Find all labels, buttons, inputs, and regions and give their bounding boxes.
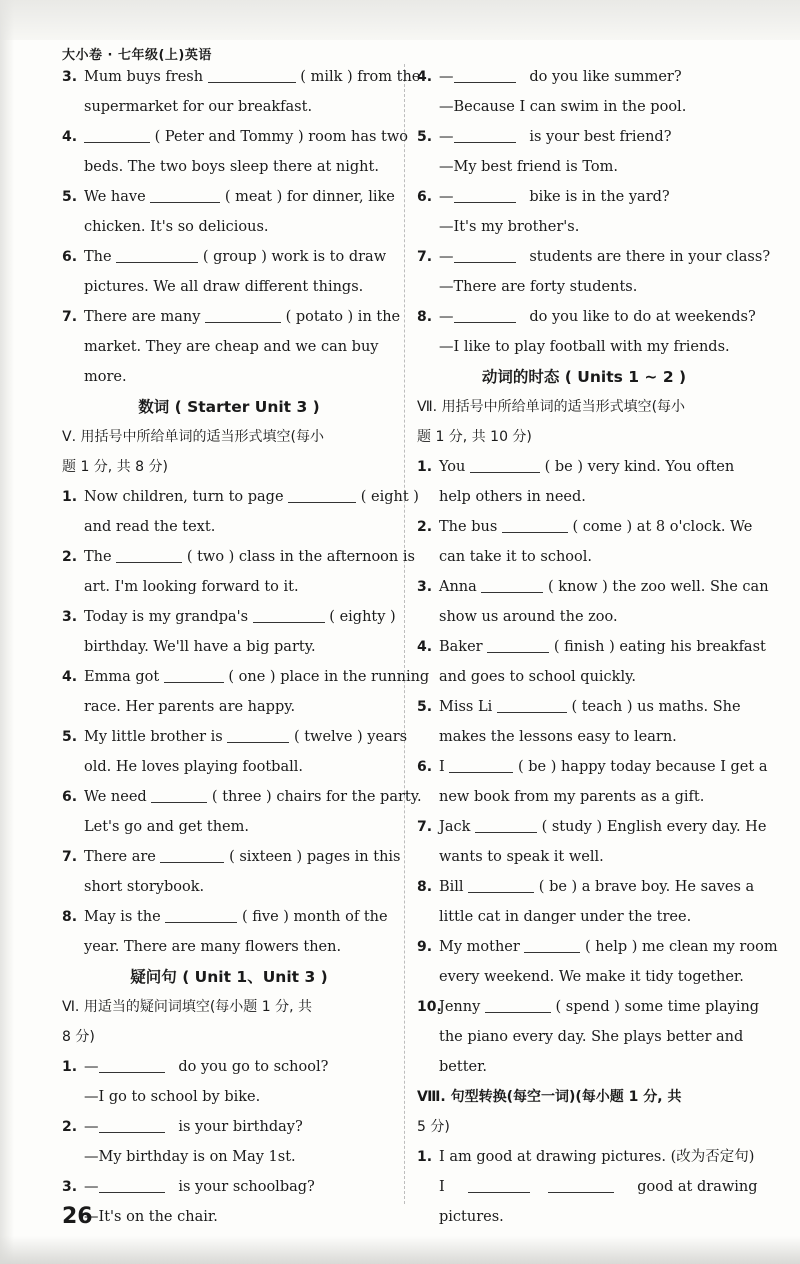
numerals-item-5 xyxy=(62,722,408,782)
questions-item-6: 6. — bike is in the yard? —It's my brother's. xyxy=(417,182,751,242)
item-answer-text: —Because I can swim in the pool. xyxy=(439,99,687,115)
item-text: The xyxy=(84,249,112,265)
item-text: Now children, turn to page xyxy=(84,489,284,505)
section-title-tenses: 动词的时态 ( Units 1 ~ 2 ) xyxy=(481,368,687,386)
item-answer-text: —There are forty students. xyxy=(439,279,638,295)
section-title-numerals: 数词 ( Starter Unit 3 ) xyxy=(138,398,320,416)
transform-item-1 xyxy=(417,1142,758,1232)
item-number: 1. xyxy=(417,459,433,475)
tenses-item-8 xyxy=(417,872,755,932)
answer-blank[interactable] xyxy=(99,1174,165,1193)
item-text: ( be ) a brave boy. He saves a xyxy=(538,879,755,895)
answer-blank[interactable] xyxy=(253,604,325,623)
tenses-item-4 xyxy=(417,632,766,692)
item-text: ( group ) work is to draw xyxy=(202,249,387,265)
section-instruction: Ⅷ. 句型转换(每空一词)(每小题 1 分, 共 xyxy=(417,1089,682,1105)
item-number: 4. xyxy=(62,669,78,685)
item-text: ( two ) class in the afternoon is xyxy=(186,549,415,565)
item-text: You xyxy=(439,459,466,475)
answer-blank[interactable] xyxy=(487,634,549,653)
questions-item-1: 1. — do you go to school? —I go to school by bike. xyxy=(62,1052,396,1112)
column-divider xyxy=(404,64,405,1204)
item-number: 8. xyxy=(417,309,433,325)
item-text: Anna xyxy=(439,579,477,595)
item-text: We have xyxy=(84,189,146,205)
answer-blank[interactable] xyxy=(454,304,516,323)
item-text: bike is in the yard? xyxy=(529,189,670,205)
item-text: ( be ) happy today because I get a xyxy=(517,759,768,775)
item-text: Bill xyxy=(439,879,464,895)
item-text: beds. The two boys sleep there at night. xyxy=(84,159,379,175)
answer-blank[interactable] xyxy=(150,184,220,203)
item-text: ( come ) at 8 o'clock. We xyxy=(572,519,753,535)
section-instruction: 8 分) xyxy=(62,1029,95,1045)
item-text: better. xyxy=(439,1059,488,1075)
item-text: My little brother is xyxy=(84,729,223,745)
item-text: Baker xyxy=(439,639,483,655)
item-number: 1. xyxy=(417,1149,433,1165)
item-text: is your best friend? xyxy=(529,129,672,145)
item-number: 5. xyxy=(417,129,433,145)
item-number: 5. xyxy=(62,189,78,205)
tenses-item-5 xyxy=(417,692,751,752)
answer-blank[interactable] xyxy=(502,514,568,533)
item-text: do you like summer? xyxy=(529,69,682,85)
item-answer-text: —It's on the chair. xyxy=(84,1209,218,1225)
item-number: 4. xyxy=(62,129,78,145)
item-text: ( be ) very kind. You often xyxy=(544,459,735,475)
answer-blank[interactable] xyxy=(454,244,516,263)
item-text: ( sixteen ) pages in this xyxy=(229,849,401,865)
item-text: chicken. It's so delicious. xyxy=(84,219,269,235)
nouns-item-5 xyxy=(62,182,396,242)
answer-blank[interactable] xyxy=(524,934,580,953)
running-header: 大小卷 · 七年级(上)英语 xyxy=(62,48,212,63)
item-text: ( finish ) eating his breakfast xyxy=(553,639,766,655)
item-number: 1. xyxy=(62,489,78,505)
item-text: We need xyxy=(84,789,147,805)
answer-blank[interactable] xyxy=(84,124,150,143)
item-text: every weekend. We make it tidy together. xyxy=(439,969,744,985)
answer-blank[interactable] xyxy=(160,844,224,863)
item-text: I am good at drawing pictures. (改为否定句) xyxy=(439,1149,755,1165)
item-text: I xyxy=(439,759,445,775)
item-number: 8. xyxy=(62,909,78,925)
item-text: makes the lessons easy to learn. xyxy=(439,729,677,745)
answer-blank[interactable] xyxy=(205,304,281,323)
tenses-item-6 xyxy=(417,752,768,812)
item-text: ( one ) place in the running xyxy=(228,669,430,685)
questions-item-2: 2. — is your birthday? —My birthday is on May 1st. xyxy=(62,1112,396,1172)
answer-blank[interactable] xyxy=(481,574,543,593)
item-number: 3. xyxy=(62,69,78,85)
section-instruction: Ⅵ. 用适当的疑问词填空(每小题 1 分, 共 xyxy=(62,999,312,1015)
item-number: 2. xyxy=(62,1119,78,1135)
item-number: 2. xyxy=(417,519,433,535)
item-text: ( meat ) for dinner, like xyxy=(224,189,395,205)
section-instruction: 题 1 分, 共 10 分) xyxy=(417,429,532,445)
item-text: ( twelve ) years xyxy=(293,729,408,745)
answer-blank[interactable] xyxy=(227,724,289,743)
item-text: ( spend ) some time playing xyxy=(555,999,760,1015)
item-text: ( teach ) us maths. She xyxy=(571,699,741,715)
item-number: 7. xyxy=(62,849,78,865)
item-text: ( five ) month of the xyxy=(241,909,388,925)
item-number: 5. xyxy=(417,699,433,715)
tenses-item-10 xyxy=(417,992,760,1082)
item-text: Today is my grandpa's xyxy=(84,609,249,625)
answer-blank[interactable] xyxy=(151,784,207,803)
answer-blank[interactable] xyxy=(116,544,182,563)
item-number: 6. xyxy=(62,789,78,805)
answer-blank[interactable] xyxy=(99,1114,165,1133)
item-text: supermarket for our breakfast. xyxy=(84,99,313,115)
bottom-shadow xyxy=(0,1236,800,1264)
questions-item-7: 7. — students are there in your class? —There are forty students. xyxy=(417,242,751,302)
nouns-item-7 xyxy=(62,302,401,392)
numerals-item-2 xyxy=(62,542,415,602)
item-text: students are there in your class? xyxy=(529,249,771,265)
numerals-item-8 xyxy=(62,902,396,962)
item-number: 5. xyxy=(62,729,78,745)
answer-blank[interactable] xyxy=(485,994,551,1013)
item-number: 7. xyxy=(417,819,433,835)
item-number: 10. xyxy=(417,999,442,1015)
answer-blank[interactable] xyxy=(454,184,516,203)
tenses-item-7 xyxy=(417,812,767,872)
item-number: 3. xyxy=(417,579,433,595)
numerals-item-7 xyxy=(62,842,401,902)
item-number: 3. xyxy=(62,1179,78,1195)
item-text: and goes to school quickly. xyxy=(439,669,636,685)
numerals-item-6 xyxy=(62,782,422,842)
item-number: 4. xyxy=(417,69,433,85)
answer-blank[interactable] xyxy=(164,664,224,683)
item-number: 9. xyxy=(417,939,433,955)
answer-blank[interactable] xyxy=(454,64,516,83)
item-number: 8. xyxy=(417,879,433,895)
answer-blank[interactable] xyxy=(449,754,513,773)
item-answer-text: —My birthday is on May 1st. xyxy=(84,1149,296,1165)
item-text: There are xyxy=(84,849,156,865)
item-text: ( potato ) in the xyxy=(285,309,401,325)
item-text: is your birthday? xyxy=(178,1119,303,1135)
section-instruction: 题 1 分, 共 8 分) xyxy=(62,459,168,475)
item-text: help others in need. xyxy=(439,489,586,505)
item-text: ( eight ) xyxy=(360,489,419,505)
answer-blank[interactable] xyxy=(468,1174,530,1193)
item-text: pictures. We all draw different things. xyxy=(84,279,364,295)
tenses-item-9 xyxy=(417,932,778,992)
item-answer-text: —I go to school by bike. xyxy=(84,1089,261,1105)
item-text: short storybook. xyxy=(84,879,205,895)
item-text: do you like to do at weekends? xyxy=(529,309,756,325)
answer-blank[interactable] xyxy=(208,64,296,83)
page-number: 26 xyxy=(62,1204,93,1229)
answer-blank[interactable] xyxy=(99,1054,165,1073)
answer-blank[interactable] xyxy=(475,814,537,833)
questions-item-5: 5. — is your best friend? —My best friend is Tom. xyxy=(417,122,751,182)
item-text: pictures. xyxy=(439,1209,504,1225)
item-answer-text: —It's my brother's. xyxy=(439,219,580,235)
item-number: 4. xyxy=(417,639,433,655)
section-title-questions: 疑问句 ( Unit 1、Unit 3 ) xyxy=(130,968,328,986)
item-text: more. xyxy=(84,369,127,385)
answer-blank[interactable] xyxy=(116,244,198,263)
item-number: 6. xyxy=(417,189,433,205)
item-text: little cat in danger under the tree. xyxy=(439,909,692,925)
item-text: good at drawing xyxy=(637,1179,758,1195)
item-text: ( study ) English every day. He xyxy=(541,819,767,835)
item-text: Let's go and get them. xyxy=(84,819,249,835)
item-text: birthday. We'll have a big party. xyxy=(84,639,316,655)
item-text: ( three ) chairs for the party. xyxy=(211,789,422,805)
item-text: My mother xyxy=(439,939,520,955)
item-text: wants to speak it well. xyxy=(439,849,604,865)
tenses-item-1 xyxy=(417,452,751,512)
right-column xyxy=(417,62,778,1232)
item-text: year. There are many flowers then. xyxy=(84,939,342,955)
item-text: ( milk ) from the xyxy=(300,69,421,85)
answer-blank[interactable] xyxy=(548,1174,614,1193)
item-text: May is the xyxy=(84,909,161,925)
item-text: is your schoolbag? xyxy=(178,1179,315,1195)
item-text: old. He loves playing football. xyxy=(84,759,303,775)
item-text: ( Peter and Tommy ) room has two xyxy=(154,129,408,145)
item-number: 1. xyxy=(62,1059,78,1075)
section-instruction: Ⅴ. 用括号中所给单词的适当形式填空(每小 xyxy=(62,429,324,445)
nouns-item-3 xyxy=(62,62,421,122)
numerals-item-4 xyxy=(62,662,430,722)
item-text: Emma got xyxy=(84,669,160,685)
item-text: Jenny xyxy=(439,999,481,1015)
item-text: The xyxy=(84,549,112,565)
nouns-item-6 xyxy=(62,242,396,302)
item-text: the piano every day. She plays better and xyxy=(439,1029,744,1045)
section-instruction: 5 分) xyxy=(417,1119,450,1135)
item-text: Jack xyxy=(439,819,471,835)
item-number: 3. xyxy=(62,609,78,625)
item-text: There are many xyxy=(84,309,201,325)
section-instruction: Ⅶ. 用括号中所给单词的适当形式填空(每小 xyxy=(417,399,686,415)
item-text: Miss Li xyxy=(439,699,493,715)
item-text: Mum buys fresh xyxy=(84,69,204,85)
page-edge-shadow xyxy=(0,0,14,1264)
item-text: The bus xyxy=(439,519,498,535)
item-answer-text: —My best friend is Tom. xyxy=(439,159,618,175)
questions-item-4: 4. — do you like summer? —Because I can swim in the pool. xyxy=(417,62,751,122)
numerals-item-1 xyxy=(62,482,419,542)
item-number: 7. xyxy=(62,309,78,325)
numerals-item-3 xyxy=(62,602,396,662)
item-text: ( help ) me clean my room xyxy=(585,939,778,955)
item-text: can take it to school. xyxy=(439,549,593,565)
answer-blank[interactable] xyxy=(470,454,540,473)
questions-item-8: 8. — do you like to do at weekends? —I like to play football with my friends. xyxy=(417,302,751,362)
answer-blank[interactable] xyxy=(165,904,237,923)
item-answer-text: —I like to play football with my friends. xyxy=(439,339,730,355)
nouns-item-4 xyxy=(62,122,408,182)
item-text: ( eighty ) xyxy=(329,609,396,625)
item-text: show us around the zoo. xyxy=(439,609,618,625)
item-text: I xyxy=(439,1179,445,1195)
item-number: 2. xyxy=(62,549,78,565)
questions-item-3: 3. — is your schoolbag? —It's on the chair. xyxy=(62,1172,396,1232)
tenses-item-3 xyxy=(417,572,769,632)
item-number: 6. xyxy=(417,759,433,775)
item-text: new book from my parents as a gift. xyxy=(439,789,705,805)
item-text: art. I'm looking forward to it. xyxy=(84,579,299,595)
item-number: 6. xyxy=(62,249,78,265)
item-text: and read the text. xyxy=(84,519,216,535)
top-shadow-band xyxy=(0,0,800,40)
item-text: race. Her parents are happy. xyxy=(84,699,296,715)
answer-blank[interactable] xyxy=(468,874,534,893)
item-text: do you go to school? xyxy=(178,1059,329,1075)
answer-blank[interactable] xyxy=(288,484,356,503)
answer-blank[interactable] xyxy=(454,124,516,143)
item-text: ( know ) the zoo well. She can xyxy=(548,579,769,595)
answer-blank[interactable] xyxy=(497,694,567,713)
item-number: 7. xyxy=(417,249,433,265)
tenses-item-2 xyxy=(417,512,751,572)
item-text: market. They are cheap and we can buy xyxy=(84,339,379,355)
